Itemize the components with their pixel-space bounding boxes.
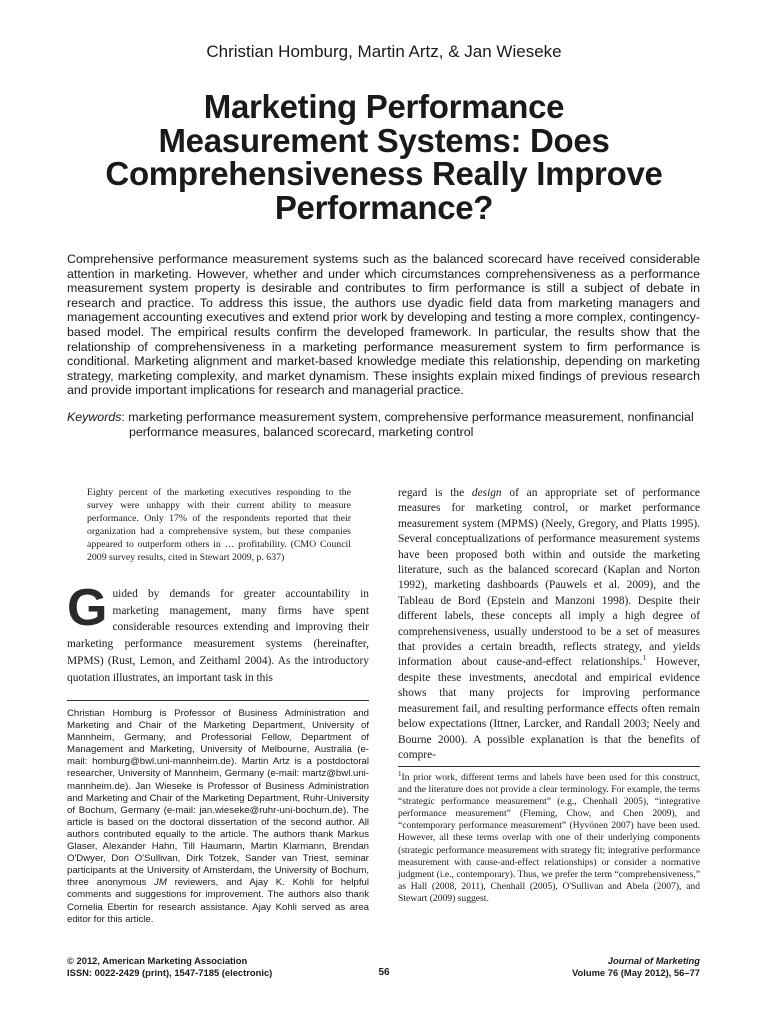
body-text: However, despite these investments, anecdotal and empirical evidence shows that many projects for improving performance measurement fail, and resulting performance effects often remain below expectations (Ittner, Larcker, and Randall 2003; Neely and Bourne 2000). A possible explanation is that the benefits of compre- [398, 656, 700, 761]
intro-text: uided by demands for greater accountability in marketing management, many firms have spent considerable resources extending and improving their marketing performance measurement systems (hereinafter, MPMS) (Rust, Lemon, and Zeithaml 2004). As the introductory quotation illustrates, an important task in this [67, 588, 369, 684]
intro-paragraph [67, 579, 369, 686]
title-line: Comprehensiveness Really Improve [105, 155, 663, 193]
affiliation-text-end: reviewers, and Ajay K. Kohli for helpful comments and suggestions for improvement. The authors also thank Cornelia Ebertin for research assistance. Ajay Kohli served as area editor for this article. [67, 877, 369, 925]
title-line: Marketing Performance [203, 88, 565, 125]
footnote-text: In prior work, different terms and labels have been used for this construct, and the literature does not provide a clear terminology. For example, the terms “strategic performance measurement” (e.g., Chenhall 2005), “integrative performance measurement” (Fleming, Chow, and Chen 2009), and “contemporary performance measurement” (Hyvönen 2007) have been used. However, all these terms overlap with one of their underlying components (strategic performance measurement with strategy fit; integrative performance measurement with cause-and-effect relationships) or consider a normative judgment (i.e., contemporary). Thus, we prefer the term “comprehensiveness,” as Hall (2008, 2011), Chenhall (2005), O'Sullivan and Abela (2007), and Stewart (2009) suggest. [398, 772, 700, 904]
keywords [67, 410, 700, 439]
article-title [40, 90, 728, 225]
footnote-mark: 1 [398, 769, 402, 778]
abstract: Comprehensive performance measurement systems such as the balanced scorecard have received considerable attention in marketing. However, whether and under which circumstances comprehensiveness as a performance measurement system property is desirable and contributes to firm performance is still a subject of debate in research and practice. To address this issue, the authors use dyadic field data from marketing managers and management accounting executives and extend prior work by developing and testing a more complex, contingency-based model. The empirical results confirm the developed framework. In particular, the results show that the relationship of comprehensiveness in a marketing performance measurement system to firm performance is conditional. Marketing alignment and market-based knowledge mediate this relationship, depending on marketing strategy, marketing complexity, and market dynamism. These insights explain mixed findings of previous research and provide important implications for research and managerial practice. [67, 252, 700, 398]
author-affiliation-note [67, 708, 369, 926]
footnote [398, 769, 700, 905]
affiliation-divider [67, 700, 369, 701]
keywords-line-1: : marketing performance measurement system, comprehensive performance measurement, nonfinancial [121, 410, 694, 424]
keywords-label: Keywords [67, 410, 122, 424]
body-emphasis: design [471, 487, 502, 499]
page-number: 56 [378, 967, 390, 978]
footer-journal [572, 955, 700, 979]
footnote-divider [398, 766, 700, 767]
body-text: of an appropriate set of performance measures for marketing control, or market performance measurement system (MPMS) (Neely, Gregory, and Platts 1995). Several conceptualizations of performance measurement systems have been proposed both within and outside the marketing literature, such as the balanced scorecard (Kaplan and Norton 1992), marketing dashboards (Pauwels et al. 2009), and the Tableau de Bord (Epstein and Manzoni 1998). Despite their different labels, these concepts all imply a high degree of comprehensiveness, usually understood to be a set of measures that provides a certain breadth, reflects strategy, and yields information about cause-and-effect relationships. [398, 487, 700, 669]
keywords-line-2: performance measures, balanced scorecard, marketing control [129, 424, 474, 439]
body-text: regard is the [398, 487, 472, 499]
footnote-reference[interactable]: 1 [642, 654, 647, 663]
title-line: Performance? [274, 188, 494, 226]
title-line: Measurement Systems: Does [158, 121, 610, 159]
epigraph-quote: Eighty percent of the marketing executives responding to the survey were unhappy with their current ability to measure performance. Only 17% of the respondents reported that their organization had a comprehensive system, but these companies appeared to outperform others in … profitability. (CMO Council 2009 survey results, cited in Stewart 2009, p. 637) [87, 487, 351, 564]
journal-name: Journal of Marketing [607, 955, 700, 966]
drop-cap: G [67, 579, 108, 637]
affiliation-journal-abbrev: JM [154, 877, 167, 889]
right-column-paragraph [398, 486, 700, 763]
copyright-text: © 2012, American Marketing Association [67, 955, 248, 966]
affiliation-text: Christian Homburg is Professor of Business Administration and Marketing and Chair of the Marketing Department, University of Mannheim, Germany, and Professorial Fellow, Department of Management and Marketing, University of Melbourne, Australia (e-mail: homburg@bwl.uni-mannheim.de). Martin Artz is a postdoctoral researcher, University of Mannheim, Germany (e-mail: martz@bwl.uni-mannheim.de). Jan Wieseke is Professor of Business Administration and Marketing and Chair of the Marketing Department, Ruhr-University of Bochum, Germany (e-mail: jan.wieseke@ruhr-uni-bochum.de). The article is based on the doctoral dissertation of the second author. All authors contributed equally to the article. The authors thank Markus Glaser, Alexander Hahn, Till Haumann, Martin Klarmann, Brendan O'Dwyer, Don O'Sullivan, Dirk Totzek, Sander van Triest, seminar participants at the University of Amsterdam, the University of Bochum, three anonymous [67, 708, 369, 889]
issn-text: ISSN: 0022-2429 (print), 1547-7185 (electronic) [67, 967, 273, 978]
author-line: Christian Homburg, Martin Artz, & Jan Wieseke [206, 42, 562, 61]
journal-volume: Volume 76 (May 2012), 56–77 [571, 967, 700, 978]
